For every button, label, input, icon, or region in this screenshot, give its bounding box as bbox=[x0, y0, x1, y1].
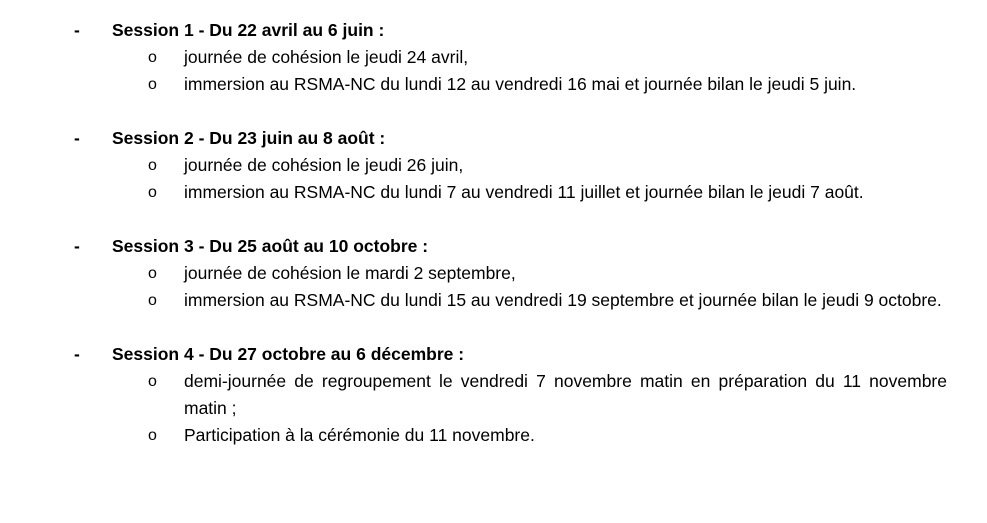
list-item-text: demi-journée de regroupement le vendredi 7 novembre matin en préparation du 11 novembre matin ; bbox=[184, 371, 947, 418]
list-item bbox=[0, 260, 947, 287]
dash-marker: - bbox=[74, 128, 80, 148]
bullet-marker: o bbox=[148, 157, 157, 174]
dash-marker: - bbox=[74, 344, 80, 364]
dash-marker: - bbox=[74, 236, 80, 256]
session-title: Session 3 - Du 25 août au 10 octobre : bbox=[112, 236, 429, 256]
bullet-marker: o bbox=[148, 265, 157, 282]
document-body bbox=[0, 17, 987, 476]
list-item bbox=[0, 179, 947, 206]
session-4 bbox=[0, 341, 987, 449]
session-title: Session 2 - Du 23 juin au 8 août : bbox=[112, 128, 386, 148]
session-heading bbox=[0, 341, 987, 368]
bullet-marker: o bbox=[148, 292, 157, 309]
bullet-marker: o bbox=[148, 373, 157, 390]
list-item-text: immersion au RSMA-NC du lundi 12 au vendredi 16 mai et journée bilan le jeudi 5 juin. bbox=[184, 74, 857, 94]
list-item-text: immersion au RSMA-NC du lundi 15 au vendredi 19 septembre et journée bilan le jeudi 9 octobre. bbox=[184, 290, 942, 310]
session-title: Session 4 - Du 27 octobre au 6 décembre : bbox=[112, 344, 465, 364]
list-item bbox=[0, 44, 947, 71]
session-3 bbox=[0, 233, 987, 314]
list-item-text: Participation à la cérémonie du 11 novembre. bbox=[184, 425, 535, 445]
bullet-marker: o bbox=[148, 184, 157, 201]
list-item-text: journée de cohésion le mardi 2 septembre, bbox=[184, 263, 516, 283]
list-item-text: immersion au RSMA-NC du lundi 7 au vendredi 11 juillet et journée bilan le jeudi 7 août. bbox=[184, 182, 864, 202]
session-heading bbox=[0, 125, 987, 152]
session-1 bbox=[0, 17, 987, 98]
bullet-marker: o bbox=[148, 49, 157, 66]
bullet-marker: o bbox=[148, 76, 157, 93]
list-item bbox=[0, 152, 947, 179]
bullet-marker: o bbox=[148, 427, 157, 444]
session-2 bbox=[0, 125, 987, 206]
list-item bbox=[0, 287, 947, 314]
session-heading bbox=[0, 233, 987, 260]
dash-marker: - bbox=[74, 20, 80, 40]
session-title: Session 1 - Du 22 avril au 6 juin : bbox=[112, 20, 385, 40]
list-item bbox=[0, 71, 947, 98]
list-item-text: journée de cohésion le jeudi 24 avril, bbox=[184, 47, 469, 67]
list-item bbox=[0, 422, 947, 449]
list-item bbox=[0, 368, 947, 422]
session-heading bbox=[0, 17, 987, 44]
list-item-text: journée de cohésion le jeudi 26 juin, bbox=[184, 155, 464, 175]
